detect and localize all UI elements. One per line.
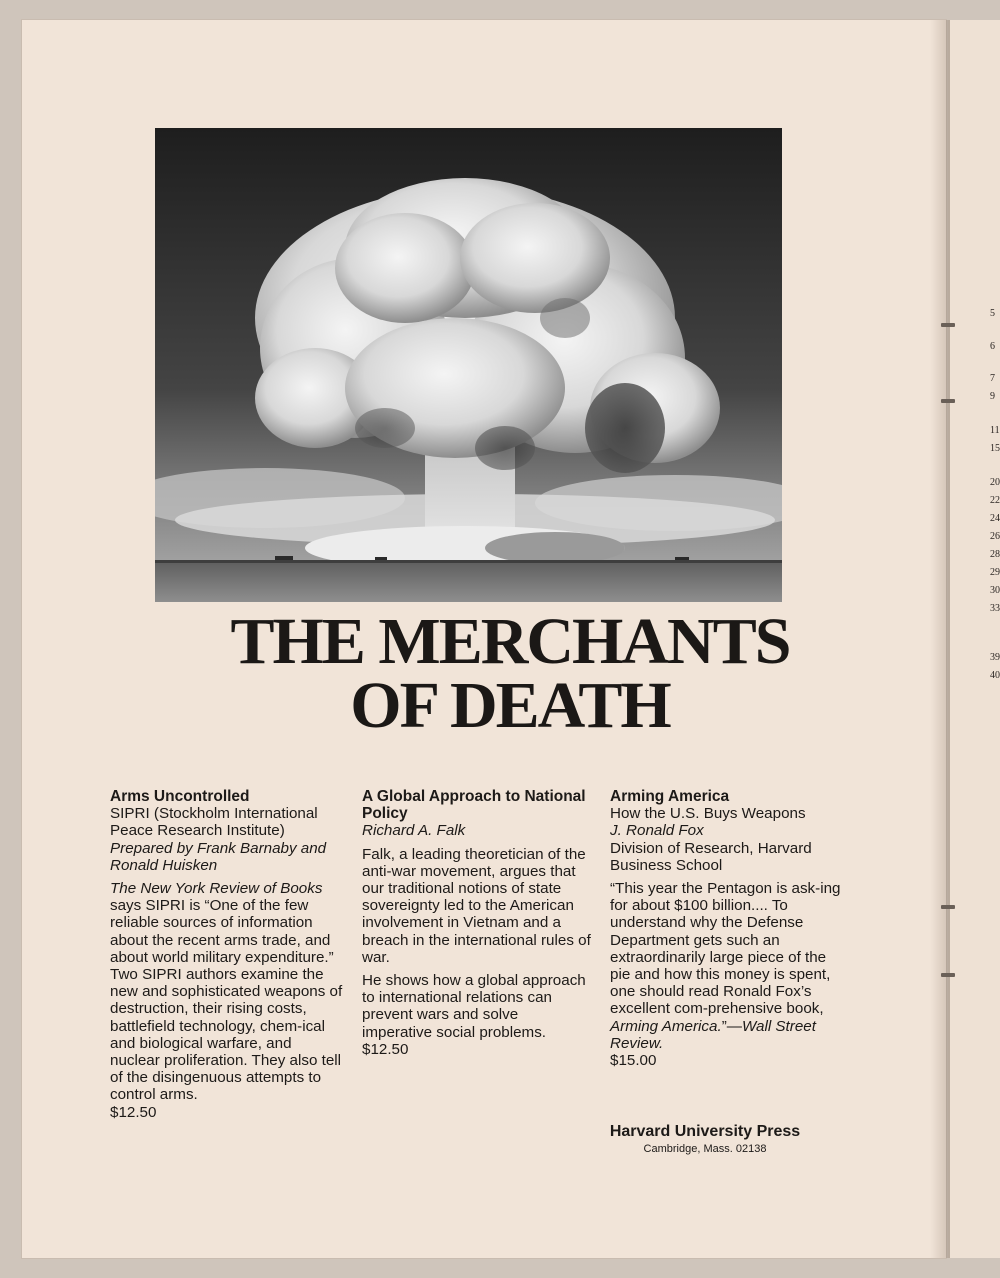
publisher-imprint bbox=[600, 1123, 810, 1155]
margin-number: 39 bbox=[990, 652, 1000, 663]
book-price: $12.50 bbox=[362, 1040, 409, 1058]
publication-name: The New York Review of Books bbox=[110, 880, 323, 898]
book-price: $12.50 bbox=[110, 1103, 157, 1121]
margin-number: 5 bbox=[990, 308, 995, 319]
book-description-2: He shows how a global approach to international relations can prevent wars and solve imperative social problems. bbox=[362, 972, 586, 1041]
margin-number: 30 bbox=[990, 585, 1000, 596]
margin-number: 33 bbox=[990, 603, 1000, 614]
margin-number: 6 bbox=[990, 341, 995, 352]
margin-number: 40 bbox=[990, 670, 1000, 681]
book-author: J. Ronald Fox bbox=[610, 822, 704, 840]
description-text: says SIPRI is “One of the few reliable sources of information about the recent arms trade, and about world military expenditure.” Two SIPRI authors examine the new and sophisticated weapons of destruction, their rising costs, battlefield technology, chem-ical and biological warfare, and nuclear proliferation. They also tell of the disingenuous attempts to control arms. bbox=[110, 897, 343, 1104]
book-column-global-approach bbox=[362, 786, 592, 1058]
margin-number: 29 bbox=[990, 567, 1000, 578]
quote-dash: ”— bbox=[721, 1017, 742, 1035]
book-review-quote bbox=[610, 880, 845, 1052]
publisher-address: Cambridge, Mass. 02138 bbox=[643, 1143, 767, 1155]
book-affiliation: Division of Research, Harvard Business School bbox=[610, 839, 812, 874]
book-author: Richard A. Falk bbox=[362, 822, 466, 840]
margin-number: 28 bbox=[990, 549, 1000, 560]
mushroom-cloud-photo bbox=[155, 128, 782, 602]
publisher-name: Harvard University Press bbox=[609, 1123, 801, 1140]
margin-number: 7 bbox=[990, 373, 995, 384]
book-title: Arming America bbox=[610, 788, 730, 805]
book-description: Falk, a leading theoretician of the anti-war movement, argues that our traditional notions of state sovereignty led to the American involvement in Vietnam and a breach in the international rules of war. bbox=[362, 845, 591, 966]
book-author-org: SIPRI (Stockholm International Peace Research Institute) bbox=[110, 805, 318, 840]
book-title: A Global Approach to National Policy bbox=[362, 788, 586, 823]
headline-line-2: OF DEATH bbox=[350, 669, 670, 742]
book-editors: Prepared by Frank Barnaby and Ronald Huisken bbox=[110, 839, 327, 874]
quote-text: “This year the Pentagon is ask-ing for about $100 billion.... To understand why the Defense Department gets such an extraordinarily large piece of the pie and how this money is spent, one should read Ronald Fox’s excellent com-prehensive book, bbox=[610, 880, 841, 1018]
book-price: $15.00 bbox=[610, 1052, 657, 1070]
staple-mark bbox=[941, 399, 955, 403]
margin-number: 20 bbox=[990, 477, 1000, 488]
quote-source: Wall Street Review. bbox=[610, 1017, 816, 1052]
margin-number: 26 bbox=[990, 531, 1000, 542]
book-title: Arms Uncontrolled bbox=[110, 788, 250, 805]
book-column-arms-uncontrolled bbox=[110, 786, 345, 1121]
staple-mark bbox=[941, 905, 955, 909]
margin-number: 24 bbox=[990, 513, 1000, 524]
margin-number: 15 bbox=[990, 443, 1000, 454]
book-column-arming-america bbox=[610, 786, 845, 1069]
book-subtitle: How the U.S. Buys Weapons bbox=[610, 805, 806, 823]
headline-line-1: THE MERCHANTS bbox=[230, 605, 790, 678]
staple-mark bbox=[941, 973, 955, 977]
margin-number: 22 bbox=[990, 495, 1000, 506]
gutter-shadow bbox=[930, 20, 948, 1258]
quote-book-title: Arming America. bbox=[610, 1017, 722, 1035]
margin-number: 9 bbox=[990, 391, 995, 402]
headline bbox=[100, 605, 920, 742]
book-description bbox=[110, 880, 345, 1104]
margin-number: 11 bbox=[990, 425, 1000, 436]
next-page-edge bbox=[948, 20, 1000, 1258]
staple-mark bbox=[941, 323, 955, 327]
